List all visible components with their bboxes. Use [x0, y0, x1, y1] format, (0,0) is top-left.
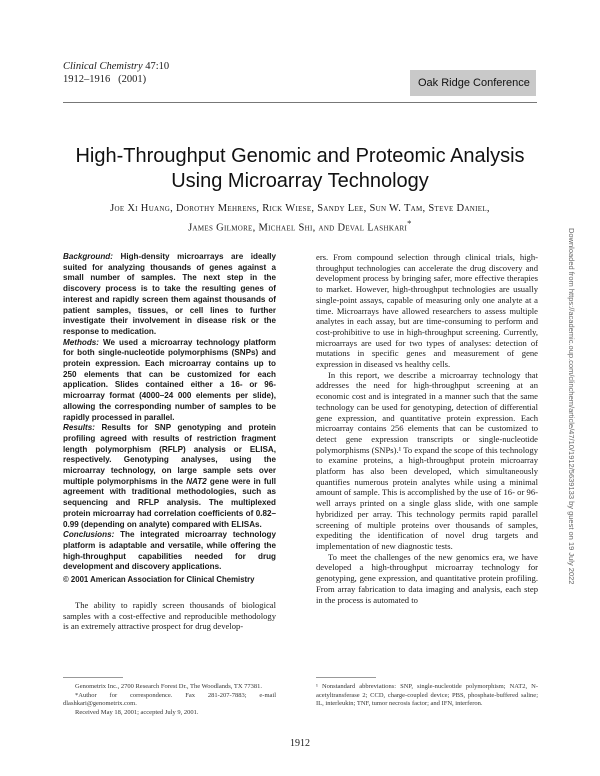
abstract — [63, 252, 276, 586]
abstract-conclusions — [63, 530, 276, 573]
background-text: High-density microarrays are ideally suited for analyzing thousands of genes against a small number of samples. The next step in the discovery process is to take the resulting genes of interest and rapidly screen them against thousands of patient samples, tissues, or cell lines to further investigate their involvement in disease risk or the response to medication. — [63, 252, 276, 336]
footnote-received: Received May 18, 2001; accepted July 9, 2001. — [75, 708, 199, 716]
journal-pages: 1912–1916 — [63, 74, 111, 85]
body-right-paragraph-1: ers. From compound selection through clinical trials, high-throughput technologies can accelerate the drug discovery and development process by bringing safer, more effective therapies to market. However, high-throughput technologies are usually single-point assays, capable of measuring only one analyte at a time. Microarrays have allowed researchers to assess multiple analytes in each assay, but are time-consuming to perform and cost-prohibitive to use in high-throughput screening. Currently, microarrays are used for two types of analyses: detection of mutations in specific genes and measurement of gene expression in diseased vs healthy cells. — [316, 252, 538, 370]
corresponding-author-mark: * — [407, 218, 412, 228]
footnotes-left — [63, 683, 276, 717]
journal-year: (2001) — [118, 74, 147, 85]
section-badge: Oak Ridge Conference — [410, 70, 536, 96]
journal-volume: 47:10 — [145, 61, 170, 72]
right-column — [316, 252, 538, 605]
authors-line-2: James Gilmore, Michael Shi, and Deval Lashkari — [188, 222, 408, 234]
footnote-affiliation: Genometrix Inc., 2700 Research Forest Dr., The Woodlands, TX 77381. — [75, 683, 263, 690]
abstract-background — [63, 252, 276, 338]
methods-label: Methods: — [63, 337, 99, 347]
title-line-1: High-Throughput Genomic and Proteomic Analysis — [75, 145, 525, 167]
results-text-b: gene were in full agreement with traditional methodologies, such as sequencing and RFLP analysis. The multiplexed protein microarray had correlation coefficients of 0.82–0.99 (depending on analyte) compared with ELISAs. — [63, 476, 276, 529]
results-text-a: Results for SNP genotyping and protein profiling agreed with results of restriction fragment length polymorphism (RFLP) analysis or ELISA, respectively. Genotyping analyses, using the microarray technology, on large sample sets over multiple polymorphisms in the — [63, 423, 276, 486]
conclusions-text: The integrated microarray technology platform is adaptable and versatile, while offering the high-throughput capabilities needed for drug development and discovery applications. — [63, 530, 276, 572]
journal-name: Clinical Chemistry — [63, 61, 143, 72]
author-list — [50, 202, 550, 236]
journal-citation — [63, 60, 169, 86]
results-gene: NAT2 — [186, 476, 207, 486]
left-column — [63, 252, 276, 632]
body-right-paragraph-2: In this report, we describe a microarray technology that addresses the need for high-throughput screening at an economic cost and is integrated in a manner such that the same technology can be used for genotyping, detection of differential gene expression, and quantitative protein expression. Each microarray contains 256 elements that can be customized to detect gene expression transcripts or single-nucleotide polymorphisms (SNPs).¹ To expand the scope of this technology to examine proteins, a high-throughput protein microarray platform has also been developed, which simultaneously quantifies numerous protein analytes while using a minimal amount of sample. This is accomplished by the use of 16- or 96-well arrays printed on a single glass slide, with one sample hybridized per array. This technology permits rapid parallel screening of multiple proteins over thousands of samples, expediting the identification of novel drug targets and implementation of new diagnostic tests. — [316, 369, 538, 551]
authors-line-1: Joe Xi Huang, Dorothy Mehrens, Rick Wiese, Sandy Lee, Sun W. Tam, Steve Daniel, — [110, 203, 490, 214]
abstract-methods — [63, 338, 276, 424]
methods-text: We used a microarray technology platform for both single-nucleotide polymorphisms (SNPs) and protein expression. Each microarray contains up to 250 elements that can be customized for each application. Slides contained either a 16- or 96-microarray format (4000–24 000 elements per slide), allowing the corresponding number of samples to be rapidly processed in parallel. — [63, 337, 276, 422]
article-title — [40, 144, 560, 194]
results-label: Results: — [63, 423, 95, 433]
footnote-correspondence: *Author for correspondence. Fax 281-207-7883; e-mail dlashkari@genometrix.com. — [63, 691, 276, 708]
footnote-abbreviations: ¹ Nonstandard abbreviations: SNP, single-nucleotide polymorphism; NAT2, N-acetyltransferase 2; CCD, charge-coupled device; PBS, phosphate-buffered saline; IL, interleukin; TNF, tumor necrosis factor; and IFN, interferon. — [316, 683, 538, 708]
body-left-paragraph: The ability to rapidly screen thousands of biological samples with a cost-effective and reproducible methodology is an extremely attractive prospect for drug develop- — [63, 599, 276, 632]
footnote-rule-left — [63, 677, 123, 678]
body-right-paragraph-3: To meet the challenges of the new genomics era, we have developed a high-throughput microarray technology for genotyping, gene expression, and quantitative protein profiling. From array fabrication to data imaging and analysis, each step in the process is automated to — [316, 551, 538, 605]
page-number: 1912 — [290, 738, 310, 749]
header-rule — [63, 102, 537, 103]
title-line-2: Using Microarray Technology — [171, 170, 429, 192]
abstract-results — [63, 423, 276, 530]
conclusions-label: Conclusions: — [63, 530, 115, 540]
background-label: Background: — [63, 252, 113, 261]
download-watermark: Downloaded from https://academic.oup.com/clinchem/article/47/10/1912/5639133 by guest on 19 July 2022 — [567, 228, 576, 585]
copyright: © 2001 American Association for Clinical Chemistry — [63, 575, 255, 585]
footnote-rule-right — [316, 677, 376, 678]
